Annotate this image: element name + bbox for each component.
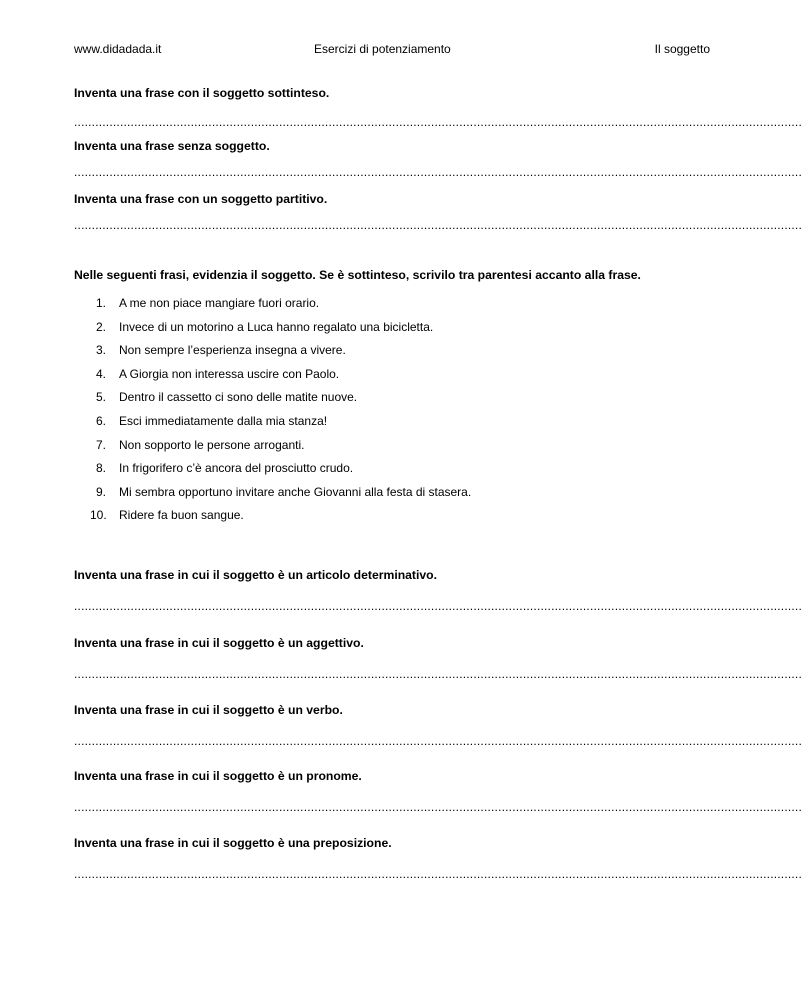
- prompt-soggetto-sottinteso: Inventa una frase con il soggetto sottinteso.: [74, 86, 330, 100]
- answer-line[interactable]: ..............................................................................................................................................................................................................: [74, 218, 802, 232]
- answer-line[interactable]: ..............................................................................................................................................................................................................: [74, 667, 802, 681]
- header-subject: Esercizi di potenziamento: [314, 42, 451, 56]
- prompt-articolo-determinativo: Inventa una frase in cui il soggetto è un articolo determinativo.: [74, 568, 437, 582]
- sentence-text: Esci immediatamente dalla mia stanza!: [119, 413, 328, 428]
- answer-line[interactable]: ..............................................................................................................................................................................................................: [74, 115, 802, 129]
- sentence-text: Ridere fa buon sangue.: [119, 508, 244, 523]
- sentence-text: A Giorgia non interessa uscire con Paolo.: [119, 366, 340, 381]
- page-header: [74, 42, 710, 58]
- sentence-text: Non sempre l’esperienza insegna a vivere.: [119, 343, 346, 358]
- answer-line[interactable]: ..............................................................................................................................................................................................................: [74, 734, 802, 748]
- sentence-text: Non sopporto le persone arroganti.: [119, 437, 305, 452]
- answer-line[interactable]: ..............................................................................................................................................................................................................: [74, 800, 802, 814]
- prompt-pronome: Inventa una frase in cui il soggetto è un pronome.: [74, 769, 362, 783]
- sentence-text: A me non piace mangiare fuori orario.: [119, 296, 320, 310]
- prompt-senza-soggetto: Inventa una frase senza soggetto.: [74, 139, 270, 153]
- answer-line[interactable]: ..............................................................................................................................................................................................................: [74, 867, 802, 881]
- header-topic: Il soggetto: [654, 42, 710, 56]
- answer-line[interactable]: ..............................................................................................................................................................................................................: [74, 599, 802, 613]
- prompt-aggettivo: Inventa una frase in cui il soggetto è un aggettivo.: [74, 636, 364, 650]
- sentence-text: Mi sembra opportuno invitare anche Giovanni alla festa di stasera.: [119, 484, 472, 499]
- answer-line[interactable]: ..............................................................................................................................................................................................................: [74, 165, 802, 179]
- exercise-instruction: Nelle seguenti frasi, evidenzia il soggetto. Se è sottinteso, scrivilo tra parentesi accanto alla frase.: [74, 268, 641, 282]
- prompt-preposizione: Inventa una frase in cui il soggetto è una preposizione.: [74, 836, 392, 850]
- prompt-verbo: Inventa una frase in cui il soggetto è un verbo.: [74, 703, 343, 717]
- sentence-text: Invece di un motorino a Luca hanno regalato una bicicletta.: [119, 319, 434, 334]
- prompt-soggetto-partitivo: Inventa una frase con un soggetto partitivo.: [74, 192, 328, 206]
- sentence-text: Dentro il cassetto ci sono delle matite nuove.: [119, 390, 358, 405]
- sentence-text: In frigorifero c’è ancora del prosciutto crudo.: [119, 461, 354, 476]
- site-name: www.didadada.it: [74, 42, 162, 56]
